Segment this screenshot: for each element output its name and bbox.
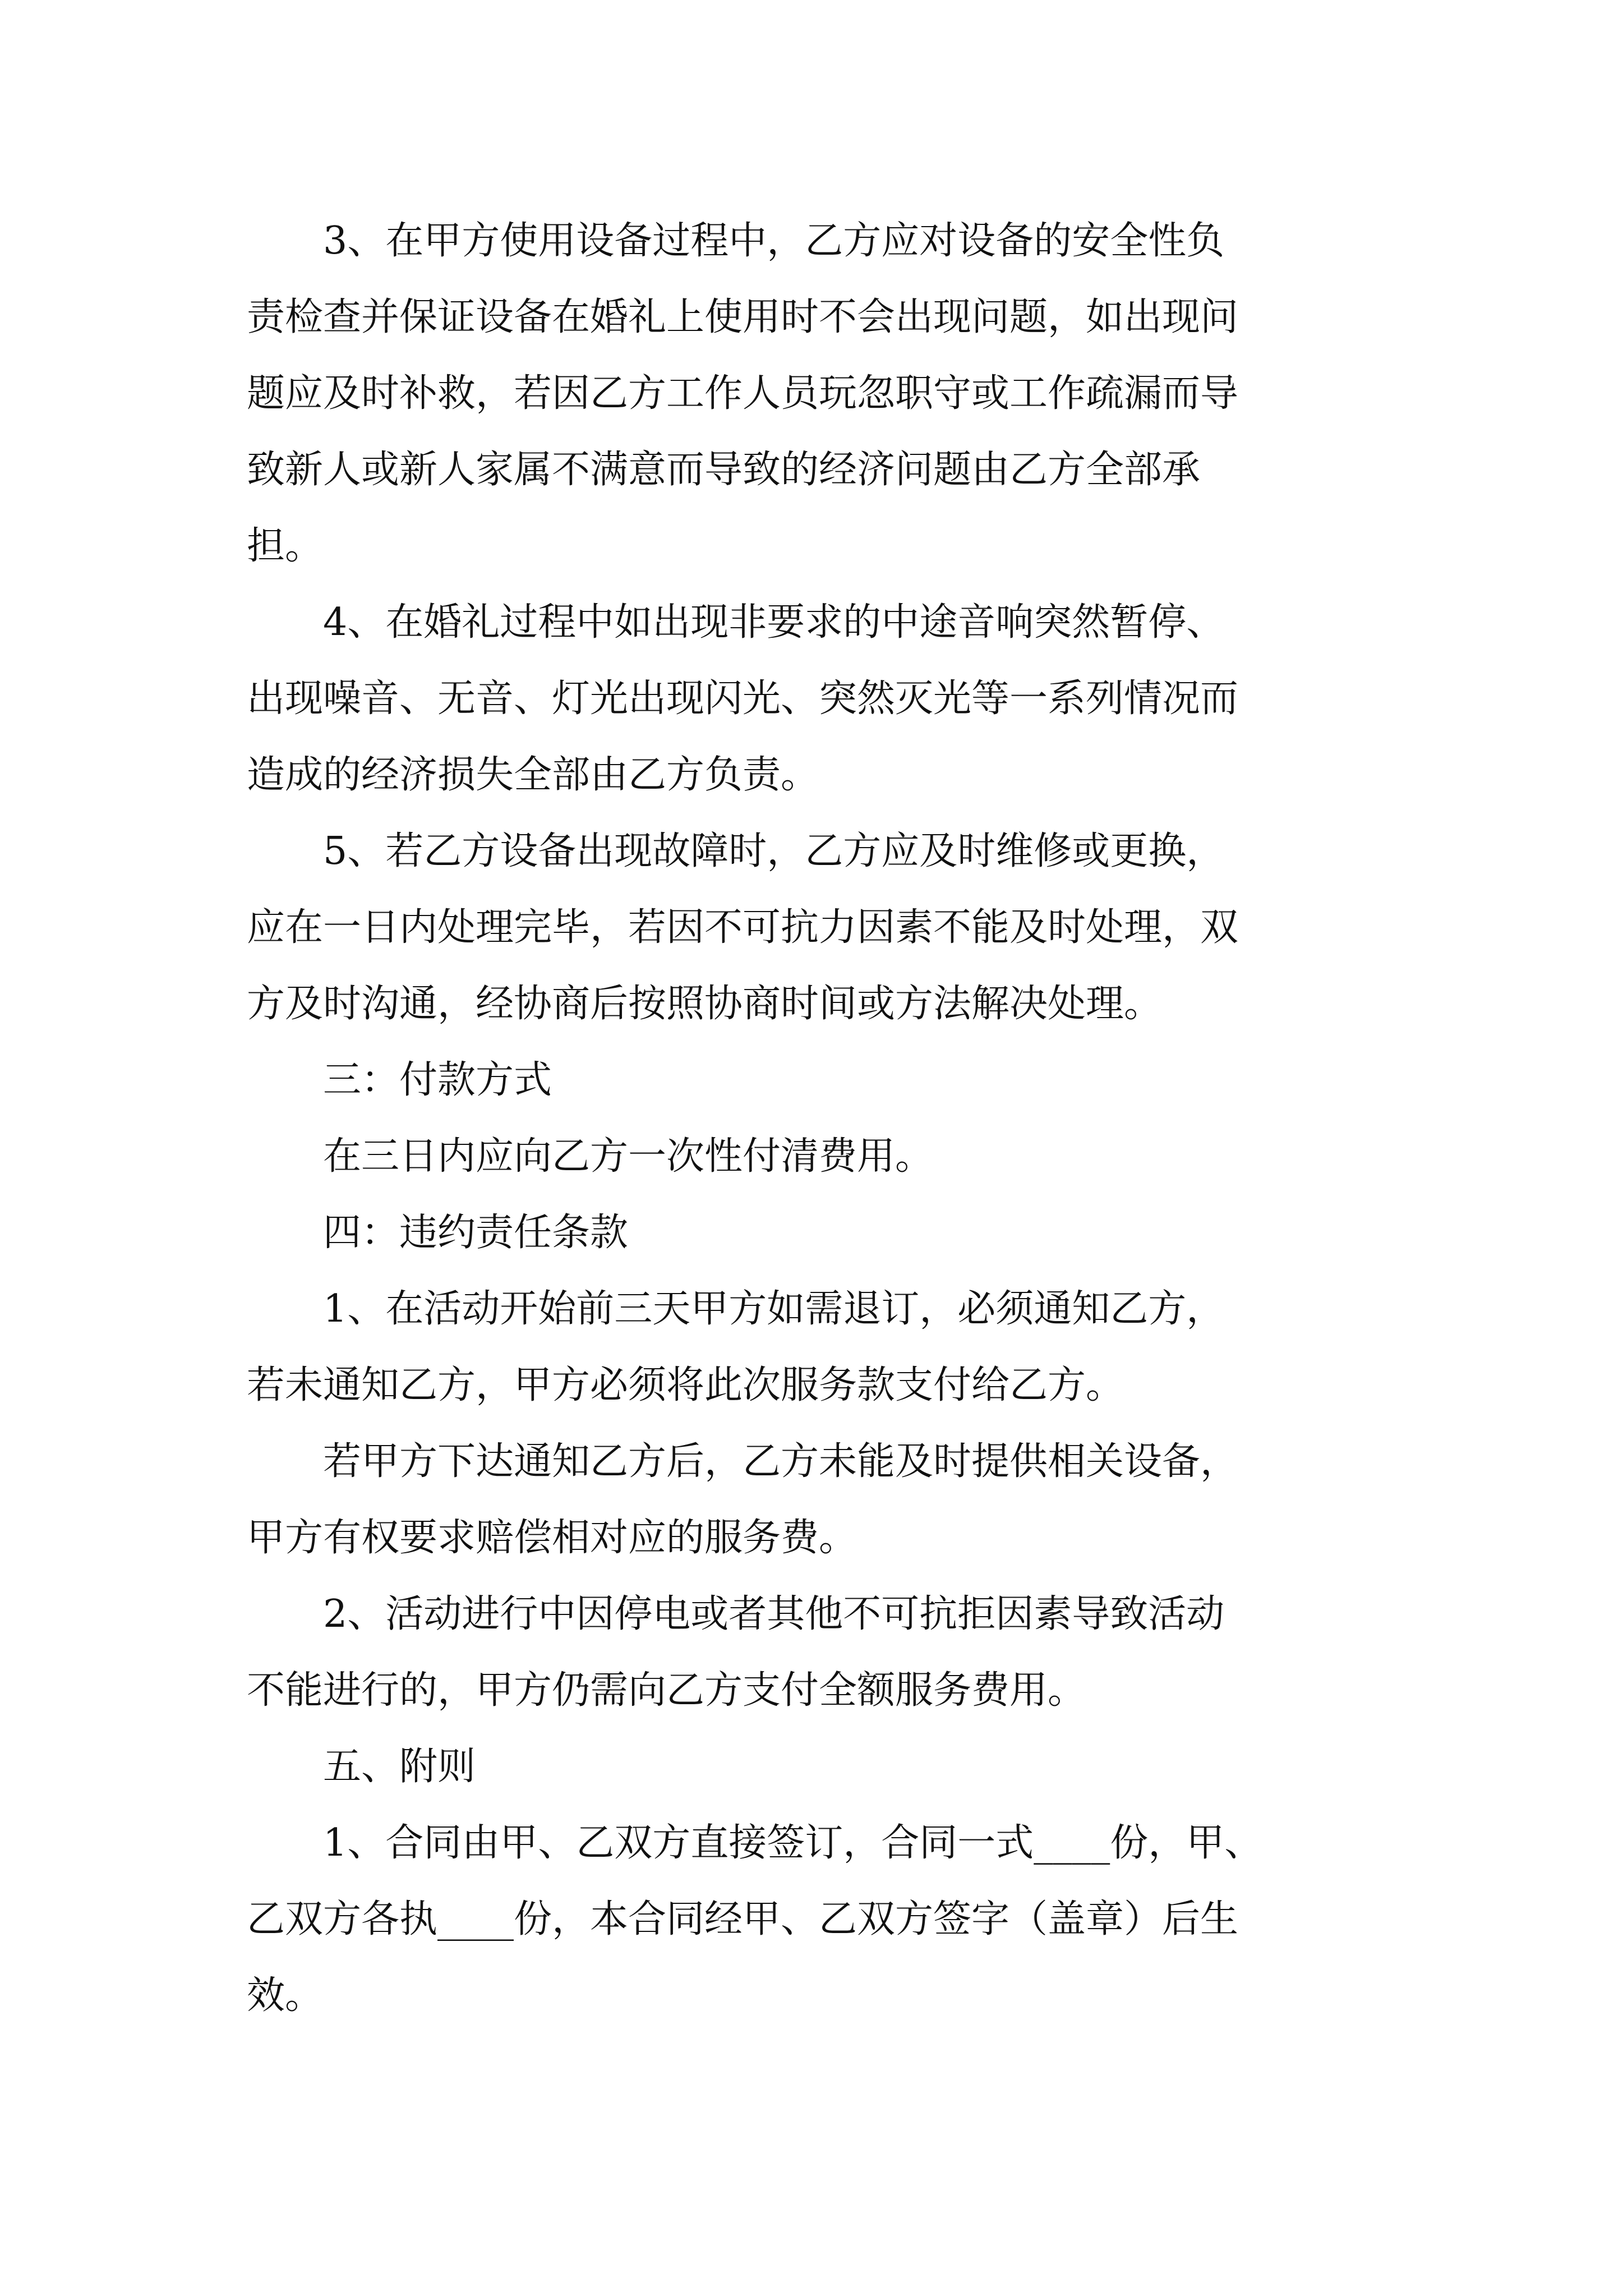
paragraph (247, 1729, 1391, 1805)
paragraph-line: 三：付款方式 (323, 1058, 552, 1102)
document-body (247, 203, 1391, 2034)
paragraph-line: 甲方有权要求赔偿相对应的服务费。 (247, 1516, 857, 1560)
paragraph (247, 813, 1391, 1042)
paragraph-line: 五、附则 (323, 1745, 476, 1789)
paragraph-line: 4、在婚礼过程中如出现非要求的中途音响突然暂停、 (323, 600, 1225, 645)
paragraph (247, 1195, 1391, 1271)
paragraph (247, 1424, 1391, 1576)
paragraph-line: 不能进行的，甲方仍需向乙方支付全额服务费用。 (247, 1668, 1086, 1713)
paragraph-line: 责检查并保证设备在婚礼上使用时不会出现问题，如出现问 (247, 295, 1239, 339)
paragraph-line: 2、活动进行中因停电或者其他不可抗拒因素导致活动 (323, 1592, 1225, 1636)
paragraph (247, 1119, 1391, 1195)
paragraph (247, 1576, 1391, 1729)
paragraph-line: 造成的经济损失全部由乙方负责。 (247, 753, 819, 797)
paragraph-line: 四：违约责任条款 (323, 1211, 629, 1255)
paragraph-line: 在三日内应向乙方一次性付清费用。 (323, 1134, 934, 1179)
paragraph (247, 1271, 1391, 1424)
paragraph-line: 致新人或新人家属不满意而导致的经济问题由乙方全部承 (247, 448, 1201, 492)
paragraph-line: 若甲方下达通知乙方后，乙方未能及时提供相关设备， (323, 1439, 1239, 1484)
paragraph-line: 效。 (247, 1973, 324, 2018)
paragraph-line: 出现噪音、无音、灯光出现闪光、突然灭光等一系列情况而 (247, 677, 1239, 721)
paragraph (247, 1042, 1391, 1119)
paragraph-line: 若未通知乙方，甲方必须将此次服务款支付给乙方。 (247, 1363, 1124, 1407)
paragraph-line: 方及时沟通，经协商后按照协商时间或方法解决处理。 (247, 982, 1163, 1026)
paragraph-line: 应在一日内处理完毕，若因不可抗力因素不能及时处理，双 (247, 905, 1239, 950)
paragraph-line: 1、合同由甲、乙双方直接签订，合同一式____份，甲、 (323, 1821, 1263, 1865)
paragraph-line: 题应及时补救，若因乙方工作人员玩忽职守或工作疏漏而导 (247, 371, 1239, 416)
paragraph-line: 乙双方各执____份，本合同经甲、乙双方签字（盖章）后生 (247, 1897, 1239, 1941)
paragraph-line: 5、若乙方设备出现故障时，乙方应及时维修或更换， (323, 829, 1225, 873)
paragraph-line: 1、在活动开始前三天甲方如需退订，必须通知乙方， (323, 1287, 1225, 1331)
paragraph (247, 203, 1391, 585)
paragraph (247, 1805, 1391, 2034)
paragraph-line: 3、在甲方使用设备过程中，乙方应对设备的安全性负 (323, 219, 1225, 263)
paragraph (247, 585, 1391, 813)
paragraph-line: 担。 (247, 524, 324, 568)
